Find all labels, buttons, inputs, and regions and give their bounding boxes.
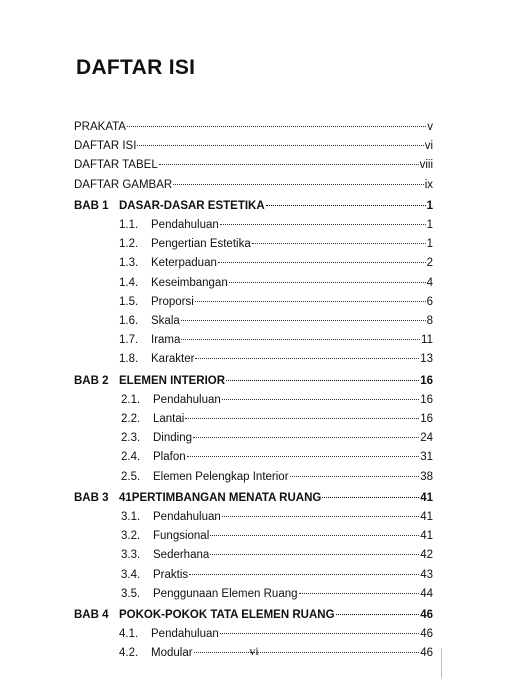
section-label: Lantai: [153, 413, 185, 426]
section-page: 2: [426, 257, 433, 270]
section-label: Irama: [151, 334, 181, 347]
chapter-title: 41PERTIMBANGAN MENATA RUANG: [119, 491, 322, 504]
toc-section: [74, 585, 433, 604]
section-label: Karakter: [151, 353, 195, 366]
chapter-number: BAB 1: [74, 199, 109, 212]
section-page: 41: [420, 511, 433, 524]
section-page: 31: [420, 451, 433, 464]
dot-leader: [222, 516, 419, 517]
section-label: Proporsi: [151, 295, 194, 308]
section-label: Elemen Pelengkap Interior: [153, 470, 289, 483]
chapter-title: DASAR-DASAR ESTETIKA: [119, 199, 265, 212]
section-page: 44: [420, 587, 433, 600]
section-number: 1.3.: [119, 257, 139, 270]
section-number: 2.2.: [121, 413, 141, 426]
toc-entry-label: DAFTAR GAMBAR: [74, 178, 173, 191]
section-number: 1.7.: [119, 334, 139, 347]
section-page: 42: [420, 549, 433, 562]
section-page: 41: [420, 530, 433, 543]
table-of-contents: [74, 118, 433, 664]
section-page: 13: [420, 353, 433, 366]
toc-entry-daftar-isi: [74, 137, 433, 156]
toc-section: [74, 254, 433, 273]
dot-leader: [127, 126, 426, 127]
section-page: 11: [421, 334, 433, 347]
section-number: 1.2.: [119, 238, 139, 251]
section-number: 1.8.: [119, 353, 139, 366]
dot-leader: [195, 358, 419, 359]
toc-section: [74, 350, 433, 369]
toc-entry-label: DAFTAR ISI: [74, 140, 137, 153]
toc-section: [74, 312, 433, 331]
chapter-number: BAB 3: [74, 491, 109, 504]
section-page: 4: [426, 276, 433, 289]
dot-leader: [181, 339, 420, 340]
section-page: 1: [426, 238, 433, 251]
toc-section: [74, 429, 433, 448]
toc-section: [74, 331, 433, 350]
section-number: 4.1.: [119, 628, 139, 641]
section-number: 3.5.: [121, 587, 141, 600]
dot-leader: [336, 614, 420, 615]
toc-section: [74, 235, 433, 254]
section-label: Keterpaduan: [151, 257, 217, 270]
page-edge-line: [441, 648, 442, 678]
section-number: 3.2.: [121, 530, 141, 543]
section-label: Dinding: [153, 432, 192, 445]
section-label: Sederhana: [153, 549, 210, 562]
dot-leader: [222, 399, 419, 400]
dot-leader: [187, 456, 420, 457]
toc-section: [74, 274, 433, 293]
dot-leader: [195, 301, 426, 302]
section-label: Modular: [151, 647, 193, 660]
section-page: 43: [420, 568, 433, 581]
section-label: Praktis: [153, 568, 189, 581]
dot-leader: [252, 243, 426, 244]
section-label: Pengertian Estetika: [151, 238, 251, 251]
dot-leader: [210, 554, 419, 555]
dot-leader: [173, 184, 424, 185]
dot-leader: [159, 164, 419, 165]
section-page: 8: [426, 315, 433, 328]
dot-leader: [220, 224, 426, 225]
section-label: Pendahuluan: [151, 219, 219, 232]
toc-entry-page: ix: [424, 178, 433, 191]
section-page: 6: [426, 295, 433, 308]
toc-entry-page: viii: [419, 159, 433, 172]
toc-chapter-1: [74, 197, 433, 216]
section-label: Pendahuluan: [153, 393, 221, 406]
toc-chapter-3: [74, 489, 433, 508]
section-number: 2.3.: [121, 432, 141, 445]
chapter-title: ELEMEN INTERIOR: [119, 374, 226, 387]
section-number: 3.4.: [121, 568, 141, 581]
section-number: 1.5.: [119, 295, 139, 308]
dot-leader: [290, 476, 420, 477]
dot-leader: [189, 574, 419, 575]
toc-section: [74, 468, 433, 487]
toc-entry-page: vi: [424, 140, 433, 153]
section-page: 46: [420, 647, 433, 660]
section-label: Pendahuluan: [151, 628, 219, 641]
chapter-page: 16: [420, 374, 433, 387]
section-label: Penggunaan Elemen Ruang: [153, 587, 298, 600]
dot-leader: [210, 535, 419, 536]
section-page: 16: [420, 413, 433, 426]
toc-section: [74, 508, 433, 527]
page-title: DAFTAR ISI: [76, 56, 196, 79]
dot-leader: [226, 380, 419, 381]
toc-chapter-4: [74, 606, 433, 625]
dot-leader: [193, 437, 419, 438]
section-label: Skala: [151, 315, 180, 328]
toc-section: [74, 410, 433, 429]
chapter-page: 46: [420, 609, 433, 622]
section-page: 46: [420, 628, 433, 641]
section-page: 1: [426, 219, 433, 232]
toc-entry-label: PRAKATA: [74, 121, 126, 133]
toc-section: [74, 216, 433, 235]
toc-section: [74, 448, 433, 467]
toc-entry-daftar-tabel: [74, 156, 433, 175]
page-number-footer: vi: [249, 644, 259, 658]
section-label: Plafon: [153, 451, 186, 464]
section-label: Pendahuluan: [153, 511, 221, 524]
dot-leader: [137, 145, 423, 146]
section-page: 24: [420, 432, 433, 445]
chapter-number: BAB 2: [74, 374, 109, 387]
toc-section: [74, 527, 433, 546]
section-page: 38: [420, 470, 433, 483]
chapter-title: POKOK-POKOK TATA ELEMEN RUANG: [119, 609, 335, 622]
chapter-number: BAB 4: [74, 609, 109, 622]
toc-chapter-2: [74, 372, 433, 391]
toc-entry-page: v: [427, 121, 433, 133]
section-number: 1.6.: [119, 315, 139, 328]
dot-leader: [266, 205, 426, 206]
toc-section: [74, 293, 433, 312]
section-number: 2.4.: [121, 451, 141, 464]
dot-leader: [185, 418, 419, 419]
dot-leader: [299, 593, 420, 594]
section-page: 16: [420, 393, 433, 406]
toc-entry-prakata: [74, 118, 433, 137]
section-number: 1.4.: [119, 276, 139, 289]
dot-leader: [220, 633, 419, 634]
toc-section: [74, 566, 433, 585]
toc-section: [74, 391, 433, 410]
dot-leader: [218, 262, 426, 263]
section-number: 2.5.: [121, 470, 141, 483]
section-number: 2.1.: [121, 393, 141, 406]
section-label: Fungsional: [153, 530, 210, 543]
chapter-page: 1: [426, 199, 433, 212]
section-number: 4.2.: [119, 647, 139, 660]
section-number: 3.1.: [121, 511, 141, 524]
dot-leader: [181, 320, 426, 321]
dot-leader: [229, 282, 426, 283]
toc-section: [74, 625, 433, 644]
toc-entry-daftar-gambar: [74, 176, 433, 195]
dot-leader: [322, 497, 419, 498]
section-number: 3.3.: [121, 549, 141, 562]
section-number: 1.1.: [119, 219, 139, 232]
toc-entry-label: DAFTAR TABEL: [74, 159, 158, 172]
toc-section: [74, 546, 433, 565]
chapter-page: 41: [420, 491, 433, 504]
section-label: Keseimbangan: [151, 276, 228, 289]
